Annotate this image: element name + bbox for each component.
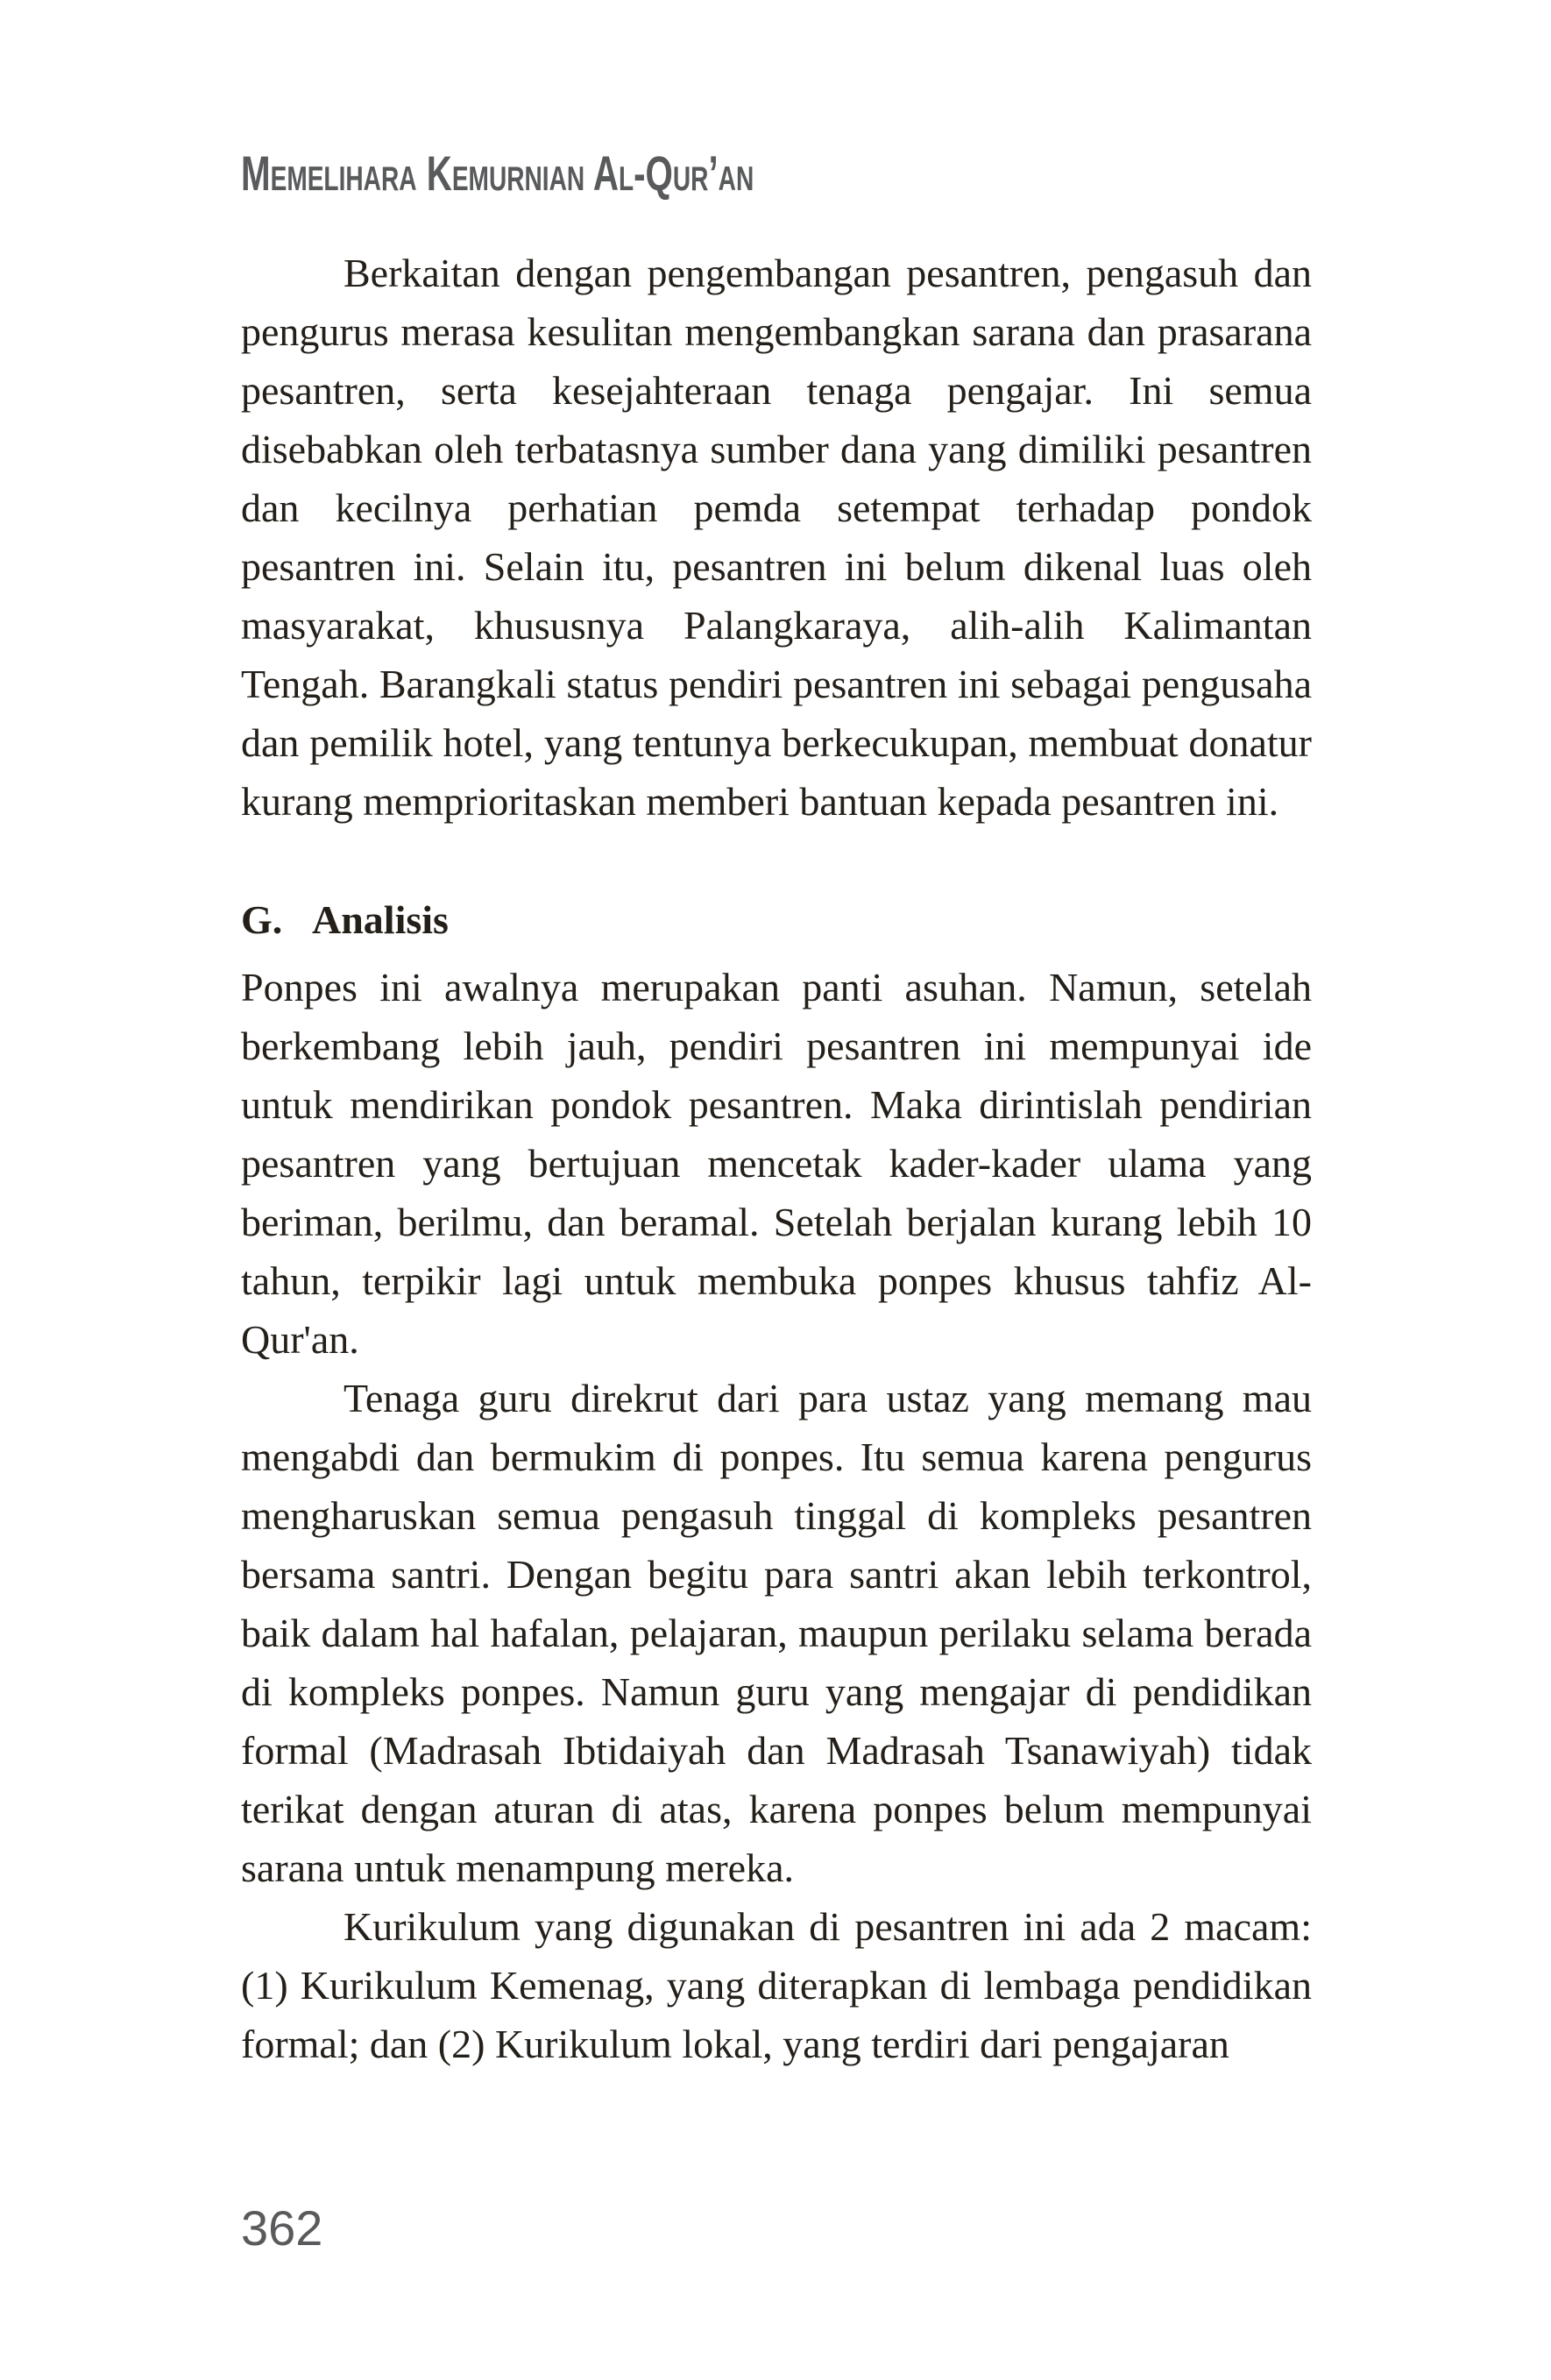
paragraph-ponpes-awalnya: Ponpes ini awalnya merupakan panti asuhan. Namun, setelah berkembang lebih jauh, pendiri pesantren ini mempunyai ide untuk mendirikan pondok pesantren. Maka dirintislah pendirian pesantren yang bertujuan mencetak kader-kader ulama yang beriman, berilmu, dan beramal. Setelah berjalan kurang lebih 10 tahun, terpikir lagi untuk membuka ponpes khusus tahfiz Al-Qur'an.: [241, 965, 1312, 1362]
section-heading-title: Analisis: [312, 897, 449, 942]
paragraph-pengembangan-pesantren: Berkaitan dengan pengembangan pesantren, pengasuh dan pengurus merasa kesulitan mengembangkan sarana dan prasarana pesantren, serta kesejahteraan tenaga pengajar. Ini semua disebabkan oleh terbatasnya sumber dana yang dimiliki pesantren dan kecilnya perhatian pemda setempat terhadap pondok pesantren ini. Selain itu, pesantren ini belum dikenal luas oleh masyarakat, khususnya Palangkaraya, alih-alih Kalimantan Tengah. Barangkali status pendiri pesantren ini sebagai pengusaha dan pemilik hotel, yang tentunya berkecukupan, membuat donatur kurang memprioritaskan memberi bantuan kepada pesantren ini.: [241, 251, 1312, 824]
paragraph-kurikulum: Kurikulum yang digunakan di pesantren ini ada 2 macam: (1) Kurikulum Kemenag, yang diterapkan di lembaga pendidikan formal; dan (2) Kurikulum lokal, yang terdiri dari pengajaran: [241, 1904, 1312, 2066]
section-heading-analisis: [241, 890, 1312, 949]
paragraph-tenaga-guru: Tenaga guru direkrut dari para ustaz yang memang mau mengabdi dan bermukim di ponpes. Itu semua karena pengurus mengharuskan semua pengasuh tinggal di kompleks pesantren bersama santri. Dengan begitu para santri akan lebih terkontrol, baik dalam hal hafalan, pelajaran, maupun perilaku selama berada di kompleks ponpes. Namun guru yang mengajar di pendidikan formal (Madrasah Ibtidaiyah dan Madrasah Tsanawiyah) tidak terikat dengan aturan di atas, karena ponpes belum mempunyai sarana untuk menampung mereka.: [241, 1376, 1312, 1890]
page-number: 362: [241, 2200, 323, 2256]
running-header: Memelihara Kemurnian Al-Qur’an: [241, 145, 754, 201]
body-text-block: [241, 244, 1312, 2073]
section-heading-label: G.: [241, 897, 283, 942]
